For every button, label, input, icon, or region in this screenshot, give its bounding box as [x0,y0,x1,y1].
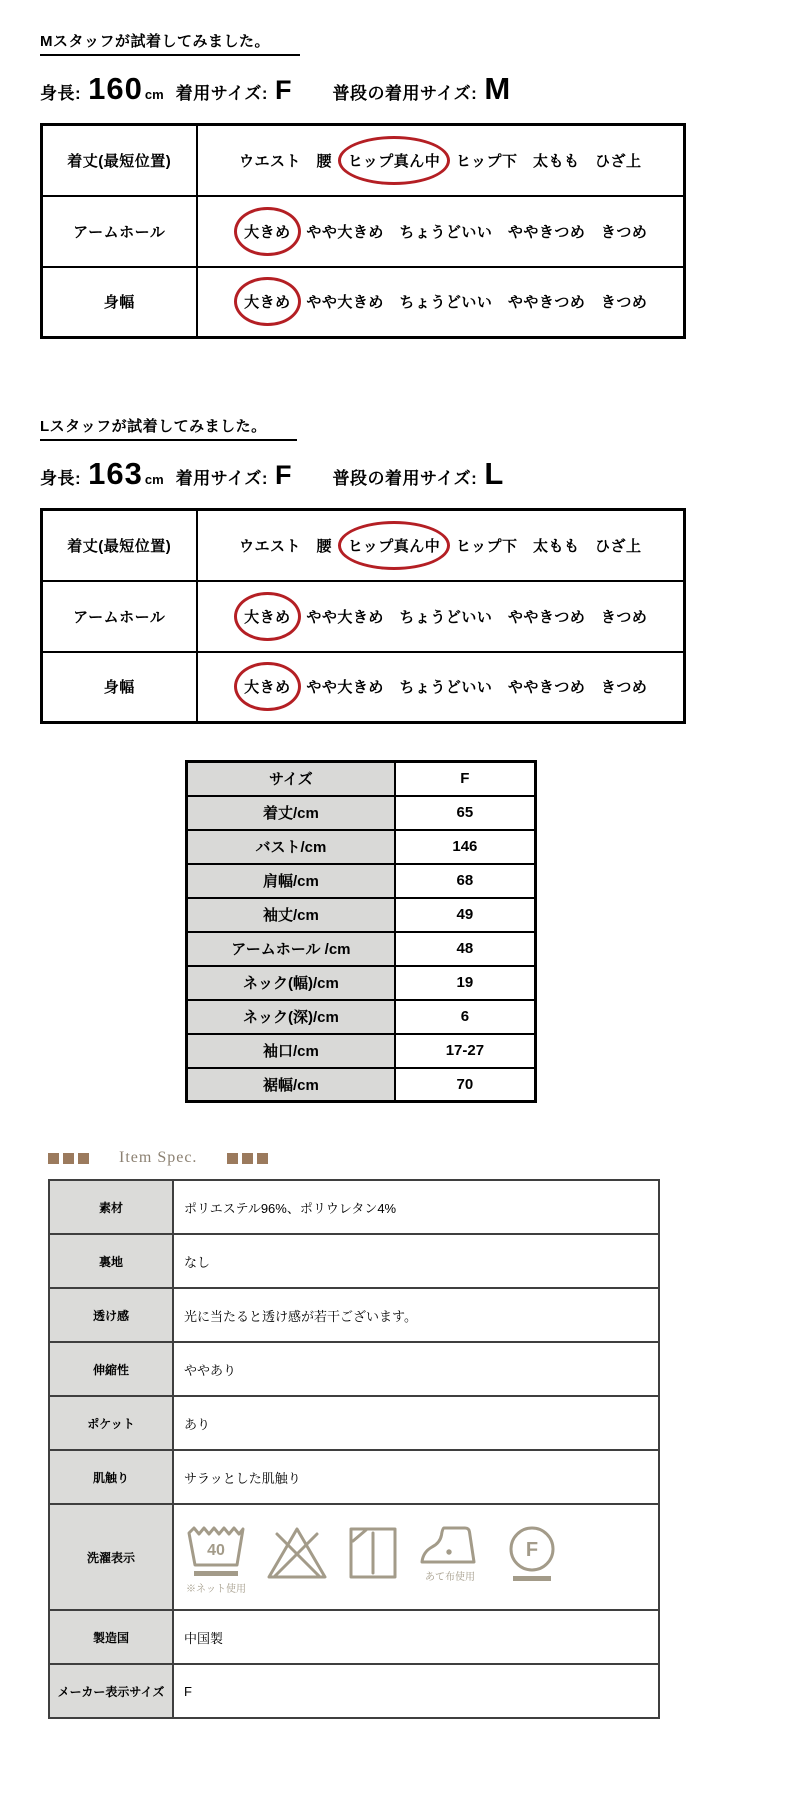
table-row [49,1288,659,1342]
table-row [49,1610,659,1664]
table-row [42,267,685,338]
spec-row-value: F [173,1664,659,1718]
item-spec-title: Item Spec. [119,1149,198,1166]
table-row [49,1664,659,1718]
table-row [42,581,685,652]
height-label: 身長: [40,84,82,103]
spec-row-value: 光に当たると透け感が若干ございます。 [173,1288,659,1342]
spec-row-label: 製造国 [49,1610,173,1664]
spec-row-label: 裏地 [49,1234,173,1288]
red-circle-selection: ヒップ真ん中 [338,521,451,570]
table-row-wash [49,1504,659,1610]
fit-row-options [197,652,685,723]
size-row-value: 49 [395,898,536,932]
svg-text:F: F [525,1538,539,1561]
red-circle-selection: 大きめ [234,662,301,711]
l-staff-section [40,415,800,724]
fit-row-label: 着丈(最短位置) [42,510,197,581]
wash-caption: ※ネット使用 [186,1583,246,1595]
table-row [187,864,536,898]
height-value: 163 [88,456,143,491]
worn-size-value: F [275,460,293,490]
spec-row-value: あり [173,1396,659,1450]
table-row [42,510,685,581]
size-row-label: ネック(幅)/cm [187,966,395,1000]
wash-caption: あて布使用 [425,1571,475,1583]
brown-square-icon [48,1153,59,1164]
svg-text:40: 40 [207,1541,225,1559]
options-before: ウエスト 腰 [239,537,333,555]
red-circle-selection: 大きめ [234,277,301,326]
table-row [187,1034,536,1068]
usual-size-label: 普段の着用サイズ: [332,84,478,103]
worn-size-label: 着用サイズ: [175,469,269,488]
size-row-value: 68 [395,864,536,898]
usual-size-label: 普段の着用サイズ: [332,469,478,488]
usual-size-value: M [484,71,512,106]
table-row [187,1068,536,1102]
table-row [42,125,685,196]
fit-row-options [197,125,685,196]
spec-row-label: 伸縮性 [49,1342,173,1396]
usual-size-value: L [484,456,505,491]
table-row [187,762,536,796]
spec-row-label: 肌触り [49,1450,173,1504]
fit-row-label: 身幅 [42,652,197,723]
item-spec-section [40,1149,800,1719]
size-row-label: バスト/cm [187,830,395,864]
spec-row-label: 洗濯表示 [49,1504,173,1610]
do-not-bleach-icon [265,1524,329,1582]
m-staff-heading: Mスタッフが試着してみました。 [40,30,300,56]
options-before: ウエスト 腰 [239,152,333,170]
dry-clean-F-icon [500,1524,564,1584]
wash-symbols-cell [173,1504,659,1610]
table-row [187,898,536,932]
size-row-label: ネック(深)/cm [187,1000,395,1034]
table-row [187,932,536,966]
table-row [49,1234,659,1288]
size-row-value: 19 [395,966,536,1000]
options-after: やや大きめ ちょうどいい ややきつめ きつめ [306,608,648,626]
height-value: 160 [88,71,143,106]
m-fit-table [40,123,686,339]
red-circle-selection: 大きめ [234,207,301,256]
spec-row-value: ポリエステル96%、ポリウレタン4% [173,1180,659,1234]
red-circle-selection: ヒップ真ん中 [338,136,451,185]
spec-row-value: ややあり [173,1342,659,1396]
size-row-value: 6 [395,1000,536,1034]
options-after: やや大きめ ちょうどいい ややきつめ きつめ [306,679,648,697]
brown-square-icon [227,1153,238,1164]
table-row [187,966,536,1000]
table-row [49,1450,659,1504]
m-staff-measurements [40,71,800,107]
options-after: やや大きめ ちょうどいい ややきつめ きつめ [306,223,648,241]
size-row-value: 48 [395,932,536,966]
spec-row-label: 素材 [49,1180,173,1234]
size-header-label: サイズ [187,762,395,796]
m-staff-section [40,30,800,339]
fit-row-label: 着丈(最短位置) [42,125,197,196]
iron-with-cloth-icon [417,1524,483,1583]
table-row [49,1180,659,1234]
fit-row-options [197,581,685,652]
fit-row-label: 身幅 [42,267,197,338]
dry-in-shade-icon [346,1524,400,1582]
size-row-label: 着丈/cm [187,796,395,830]
item-spec-table [48,1179,660,1719]
size-row-label: 袖口/cm [187,1034,395,1068]
table-row [187,830,536,864]
spec-row-label: ポケット [49,1396,173,1450]
worn-size-value: F [275,75,293,105]
size-header-value: F [395,762,536,796]
wash-symbols [184,1520,648,1595]
size-row-value: 70 [395,1068,536,1102]
height-label: 身長: [40,469,82,488]
size-row-value: 65 [395,796,536,830]
height-unit: cm [144,472,164,487]
brown-square-icon [78,1153,89,1164]
fit-row-options [197,267,685,338]
spec-row-value: なし [173,1234,659,1288]
worn-size-label: 着用サイズ: [175,84,269,103]
l-fit-table [40,508,686,724]
table-row [49,1342,659,1396]
brown-square-icon [63,1153,74,1164]
wash-tub-40-icon [184,1524,248,1595]
fit-row-options [197,510,685,581]
spec-row-value: 中国製 [173,1610,659,1664]
spec-row-label: メーカー表示サイズ [49,1664,173,1718]
spec-row-label: 透け感 [49,1288,173,1342]
fit-row-options [197,196,685,267]
table-row [187,796,536,830]
l-staff-measurements [40,456,800,492]
options-after: やや大きめ ちょうどいい ややきつめ きつめ [306,294,648,312]
brown-square-icon [257,1153,268,1164]
size-row-label: 肩幅/cm [187,864,395,898]
spec-row-value: サラッとした肌触り [173,1450,659,1504]
size-row-value: 146 [395,830,536,864]
size-spec-table [185,760,537,1103]
table-row [49,1396,659,1450]
size-row-label: 裾幅/cm [187,1068,395,1102]
brown-square-icon [242,1153,253,1164]
table-row [187,1000,536,1034]
table-row [42,652,685,723]
height-unit: cm [144,87,164,102]
options-after: ヒップ下 太もも ひざ上 [455,152,642,170]
l-staff-heading: Lスタッフが試着してみました。 [40,415,297,441]
size-row-label: 袖丈/cm [187,898,395,932]
fit-row-label: アームホール [42,581,197,652]
item-spec-heading [48,1149,800,1167]
fit-row-label: アームホール [42,196,197,267]
size-row-value: 17-27 [395,1034,536,1068]
size-row-label: アームホール /cm [187,932,395,966]
table-row [42,196,685,267]
red-circle-selection: 大きめ [234,592,301,641]
options-after: ヒップ下 太もも ひざ上 [455,537,642,555]
